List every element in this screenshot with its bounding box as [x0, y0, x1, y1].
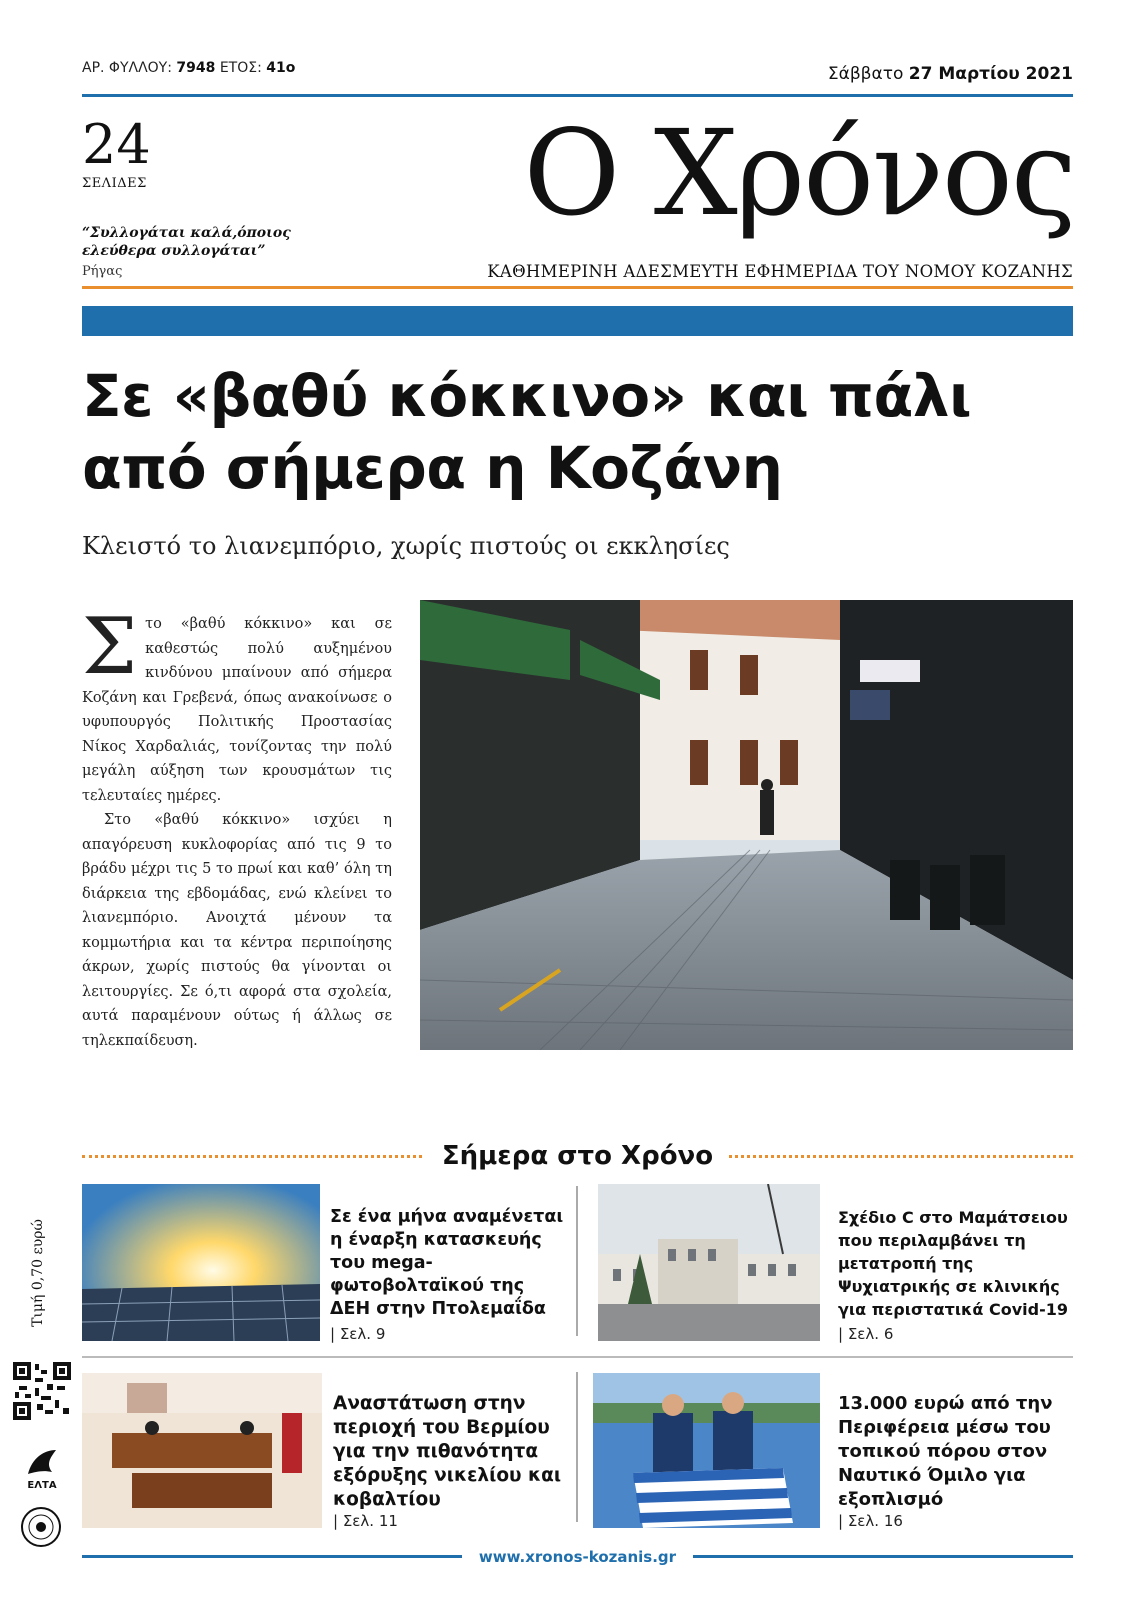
story-3-page: | Σελ. 11 — [333, 1512, 398, 1530]
lead-headline — [82, 360, 1073, 504]
pages-label: ΣΕΛΙΔΕΣ — [82, 176, 147, 191]
story-1-photo[interactable] — [82, 1184, 320, 1341]
section-title — [82, 1138, 1073, 1174]
story-2-photo[interactable] — [598, 1184, 820, 1341]
elta-text: ΕΛΤΑ — [27, 1480, 57, 1491]
postal-logo — [22, 1444, 62, 1492]
section-header — [82, 1138, 1073, 1174]
story-4-photo[interactable] — [593, 1373, 820, 1528]
headline-line-2: από σήμερα η Κοζάνη — [82, 434, 783, 502]
story-1-page: | Σελ. 9 — [330, 1325, 386, 1343]
motto-author: Ρήγας — [82, 264, 123, 279]
lead-subhead: Κλειστό το λιανεμπόριο, χωρίς πιστούς οι εκκλησίες — [82, 532, 730, 560]
website-url[interactable]: www.xronos-kozanis.gr — [469, 1548, 686, 1566]
pages-count: 24 — [82, 113, 151, 176]
story-2-page: | Σελ. 6 — [838, 1325, 894, 1343]
date-rest: 27 Μαρτίου 2021 — [908, 64, 1073, 84]
qr-code[interactable] — [13, 1362, 71, 1420]
section-title-text: Σήμερα στο Χρόνο — [428, 1141, 727, 1171]
date-day: Σάββατο — [827, 64, 904, 84]
article-paragraph-1 — [82, 602, 392, 808]
lead-photo-street — [420, 600, 1073, 1050]
year-number: 41ο — [266, 60, 296, 76]
headline-line-1: Σε «βαθύ κόκκινο» και πάλι — [82, 362, 972, 430]
issue-date — [828, 64, 1073, 84]
price-text: Τιμή 0,70 ευρώ — [30, 1219, 46, 1327]
story-separator-bottom — [576, 1372, 578, 1522]
story-3-title[interactable]: Αναστάτωση στην περιοχή του Βερμίου για την πιθανότητα εξόρυξης νικελίου και κοβαλτίου — [333, 1393, 562, 1510]
website-link[interactable] — [82, 1548, 1073, 1566]
lead-article — [82, 602, 392, 1053]
year-label: ΕΤΟΣ: — [219, 60, 262, 76]
story-2-title[interactable]: Σχέδιο C στο Μαμάτσειου που περιλαμβάνει τη μετατροπή της Ψυχιατρικής σε κλινικής για περιστατικά Covid-19 — [838, 1208, 1068, 1319]
issue-number: 7948 — [176, 60, 216, 76]
hospital-building-illustration — [598, 1184, 820, 1341]
issue-label: ΑΡ. ΦΥΛΛΟΥ: — [82, 60, 172, 76]
footer — [82, 1548, 1073, 1566]
tagline: ΚΑΘΗΜΕΡΙΝΗ ΑΔΕΣΜΕΥΤΗ ΕΦΗΜΕΡΙΔΑ ΤΟΥ ΝΟΜΟΥ ΚΟΖΑΝΗΣ — [487, 262, 1073, 281]
story-1-title[interactable]: Σε ένα μήνα αναμένεται η έναρξη κατασκευής του mega-φωτοβολταϊκού της ΔΕΗ στην Πτολεμαΐδα — [330, 1207, 564, 1319]
story-3-photo[interactable] — [82, 1373, 322, 1528]
price-label — [28, 1215, 48, 1335]
council-meeting-illustration — [82, 1373, 322, 1528]
motto-quote: “Συλλογάται καλά,όποιος ελεύθερα συλλογάται” — [82, 225, 291, 259]
solar-panels-illustration — [82, 1184, 320, 1341]
top-rule — [82, 94, 1073, 97]
qr-code-icon — [13, 1362, 71, 1420]
paragraph-1-text: το «βαθύ κόκκινο» και σε καθεστώς πολύ αυξημένου κινδύνου μπαίνουν από σήμερα Κοζάνη και Γρεβενά, όπως ανακοίνωσε ο υφυπουργός Πολιτικής Προστασίας Νίκος Χαρδαλιάς, τονίζοντας την πολύ μεγάλη αύξηση των κρουσμάτων τις τελευταίες ημέρες. — [82, 616, 392, 804]
story-4-page: | Σελ. 16 — [838, 1512, 903, 1530]
stories-row-separator — [82, 1356, 1073, 1358]
elta-postal-icon — [22, 1444, 62, 1492]
article-paragraph-2: Στο «βαθύ κόκκινο» ισχύει η απαγόρευση κυκλοφορίας από τις 9 το βράδυ μέχρι τις 5 το πρωί και καθ’ όλη τη διάρκεια της εβδομάδας, ενώ κλείνει το λιανεμπόριο. Ανοιχτά μένουν τα κομμωτήρια και τα κέντρα περιποίησης άκρων, χωρίς πιστούς θα γίνονται οι λειτουργίες. Σε ό,τι αφορά στα σχολεία, αυτά παραμένουν ούτως ή άλλως σε τηλεκπαίδευση. — [82, 812, 392, 1049]
newspaper-title: Ο Χρόνος — [523, 104, 1075, 242]
street-photo-illustration — [420, 600, 1073, 1050]
drop-cap: Σ — [82, 602, 138, 692]
rowers-flag-illustration — [593, 1373, 820, 1528]
seal-icon — [20, 1506, 62, 1548]
story-separator-top — [576, 1186, 578, 1336]
orange-rule — [82, 286, 1073, 289]
issue-info — [82, 60, 295, 76]
publishers-seal — [20, 1506, 62, 1548]
story-4-title[interactable]: 13.000 ευρώ από την Περιφέρεια μέσω του τοπικού πόρου στον Ναυτικό Όμιλο για εξοπλισμό — [838, 1393, 1053, 1510]
blue-band — [82, 306, 1073, 336]
